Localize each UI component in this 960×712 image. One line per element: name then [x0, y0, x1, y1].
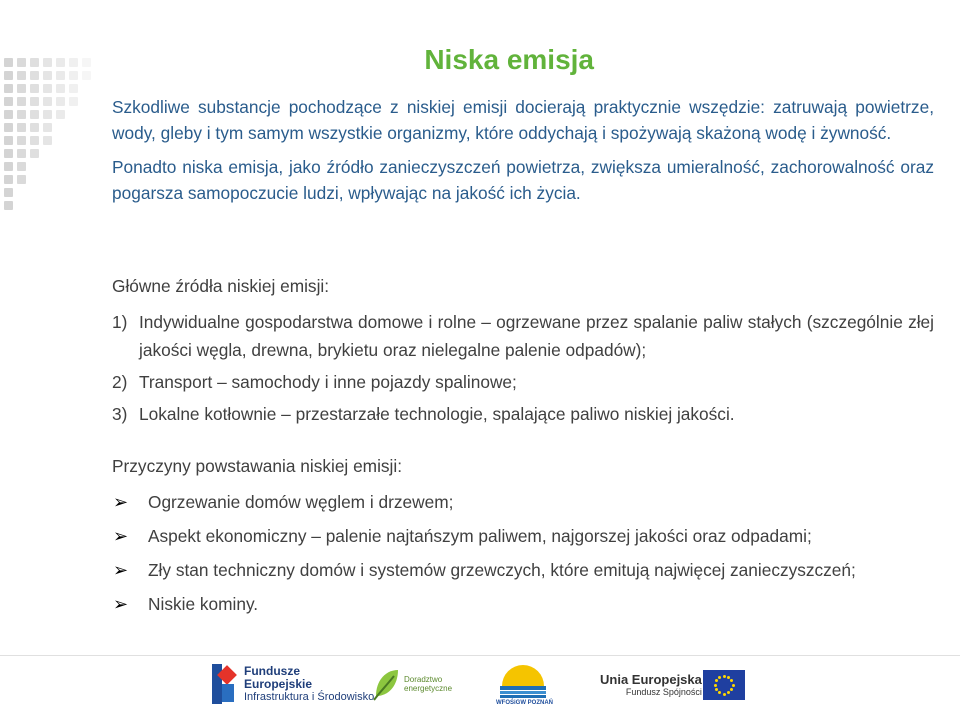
- decorative-dot: [30, 97, 39, 106]
- eu-star-icon: [732, 684, 735, 687]
- decorative-dot: [4, 162, 13, 171]
- eu-star-icon: [723, 693, 726, 696]
- decorative-dot: [17, 162, 26, 171]
- de-logo-line2: energetyczne: [404, 684, 453, 693]
- intro-paragraph-1: Szkodliwe substancje pochodzące z niskiej emisji docierają praktycznie wszędzie: zatruwają powietrze, wody, gleby i tym samym wszystkie organizmy, które oddychają i spożywają skażoną wodę i żywność.: [112, 97, 934, 143]
- arrow-bullet-icon: ➢: [113, 560, 129, 580]
- list-text: Ogrzewanie domów węglem i drzewem;: [148, 492, 454, 512]
- decorative-dot: [4, 175, 13, 184]
- decorative-dot: [56, 97, 65, 106]
- fe-emblem-icon: [212, 664, 238, 704]
- slide-title: Niska emisja: [424, 44, 594, 75]
- eu-star-icon: [718, 676, 721, 679]
- causes-section: [112, 452, 934, 618]
- decorative-dot: [17, 149, 26, 158]
- eu-flag-icon: [703, 670, 745, 700]
- eu-star-icon: [730, 688, 733, 691]
- decorative-dot: [43, 110, 52, 119]
- intro-paragraph-2: Ponadto niska emisja, jako źródło zanieczyszczeń powietrza, zwiększa umieralność, zachorowalność oraz pogarsza samopoczucie ludzi, wpływając na jakość ich życia.: [112, 157, 934, 203]
- decorative-dot: [69, 84, 78, 93]
- list-number: 2): [112, 372, 128, 392]
- list-item: [112, 368, 934, 396]
- decorative-dot: [4, 110, 13, 119]
- list-item: [112, 400, 934, 428]
- fundusze-europejskie-logo: [212, 664, 374, 704]
- eu-star-icon: [723, 675, 726, 678]
- decorative-dot: [30, 84, 39, 93]
- decorative-dot: [43, 84, 52, 93]
- list-number: 1): [112, 312, 128, 332]
- eu-star-icon: [714, 684, 717, 687]
- list-item: [112, 308, 934, 364]
- sources-heading: Główne źródła niskiej emisji:: [112, 276, 330, 296]
- ue-logo-line2: Fundusz Spójności: [625, 687, 702, 697]
- arrow-bullet-icon: ➢: [113, 526, 129, 546]
- list-text: Transport – samochody i inne pojazdy spalinowe;: [139, 372, 517, 392]
- causes-heading: Przyczyny powstawania niskiej emisji:: [112, 456, 403, 476]
- list-text: Indywidualne gospodarstwa domowe i rolne – ogrzewane przez spalanie paliw stałych (szczególnie złej jakości węgla, drewna, brykietu oraz nielegalne palenie odpadów);: [139, 312, 934, 360]
- decorative-dot: [17, 110, 26, 119]
- decorative-dot: [43, 136, 52, 145]
- decorative-dot: [4, 188, 13, 197]
- decorative-dot: [17, 97, 26, 106]
- doradztwo-energetyczne-logo: [372, 666, 452, 702]
- list-item: [112, 556, 934, 584]
- decorative-dot: [56, 110, 65, 119]
- list-text: Lokalne kotłownie – przestarzałe technologie, spalające paliwo niskiej jakości.: [139, 404, 735, 424]
- decorative-dot: [43, 97, 52, 106]
- decorative-dot-pattern: [0, 58, 120, 218]
- unia-europejska-logo: [600, 672, 702, 698]
- de-logo-line1: Doradztwo: [404, 675, 443, 684]
- ue-logo-line1: Unia Europejska: [600, 672, 702, 687]
- decorative-dot: [4, 136, 13, 145]
- fe-logo-line1: Fundusze: [244, 663, 300, 678]
- fe-logo-line3: Infrastruktura i Środowisko: [244, 690, 375, 703]
- eu-star-icon: [715, 679, 718, 682]
- list-item: [112, 590, 934, 618]
- fe-logo-line2: Europejskie: [244, 676, 313, 691]
- eu-star-icon: [718, 691, 721, 694]
- eu-star-icon: [727, 676, 730, 679]
- footer-logos: [0, 656, 960, 712]
- decorative-dot: [30, 123, 39, 132]
- eu-star-icon: [715, 688, 718, 691]
- decorative-dot: [4, 123, 13, 132]
- leaf-emblem-icon: [372, 666, 400, 702]
- list-item: [112, 488, 934, 516]
- decorative-dot: [30, 136, 39, 145]
- decorative-dot: [56, 84, 65, 93]
- decorative-dot: [17, 175, 26, 184]
- decorative-dot: [30, 149, 39, 158]
- decorative-dot: [17, 84, 26, 93]
- list-item: [112, 522, 934, 550]
- decorative-dot: [17, 123, 26, 132]
- sources-section: [112, 272, 934, 428]
- decorative-dot: [4, 201, 13, 210]
- decorative-dot: [4, 149, 13, 158]
- decorative-dot: [43, 123, 52, 132]
- arrow-bullet-icon: ➢: [113, 492, 129, 512]
- eu-star-icon: [727, 691, 730, 694]
- list-text: Zły stan techniczny domów i systemów grzewczych, które emitują najwięcej zanieczyszczeń;: [148, 560, 856, 580]
- intro-text: [112, 94, 934, 206]
- wfosigw-logo: [492, 664, 554, 712]
- wf-logo-text: WFOŚiGW POZNAŃ: [496, 700, 553, 706]
- list-number: 3): [112, 404, 128, 424]
- decorative-dot: [4, 97, 13, 106]
- decorative-dot: [30, 110, 39, 119]
- arrow-bullet-icon: ➢: [113, 594, 129, 614]
- decorative-dot: [17, 136, 26, 145]
- eu-star-icon: [730, 679, 733, 682]
- list-text: Niskie kominy.: [148, 594, 259, 614]
- decorative-dot: [4, 84, 13, 93]
- list-text: Aspekt ekonomiczny – palenie najtańszym paliwem, najgorszej jakości oraz odpadami;: [148, 526, 812, 546]
- decorative-dot: [69, 97, 78, 106]
